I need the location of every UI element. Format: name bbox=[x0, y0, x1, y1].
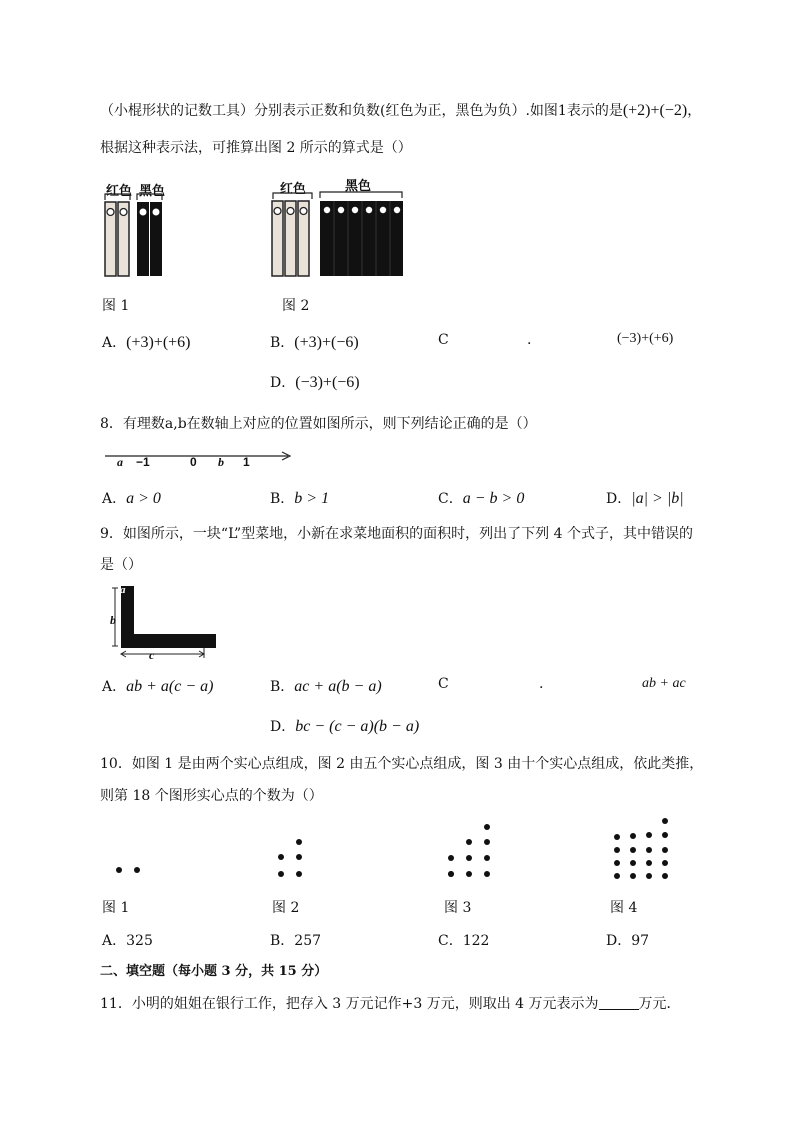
q10-caption-1: 图 1 bbox=[102, 900, 130, 916]
q10-dot-patterns bbox=[100, 815, 700, 885]
q9-option-c-dot: . bbox=[539, 676, 544, 692]
option-label: A． bbox=[102, 933, 127, 949]
option-label: C． bbox=[438, 933, 463, 949]
q9-option-a[interactable] bbox=[102, 676, 213, 696]
q8-axis-neg1: −1 bbox=[136, 455, 150, 469]
q10-caption-4: 图 4 bbox=[610, 900, 638, 916]
q9-option-c-label[interactable]: C bbox=[438, 676, 449, 692]
q7-caption2: 图 2 bbox=[282, 298, 310, 314]
option-value: a > 0 bbox=[126, 490, 161, 507]
option-value: (+3)+(+6) bbox=[126, 334, 191, 351]
option-value: 97 bbox=[631, 933, 650, 949]
option-value: ac + a(b − a) bbox=[294, 678, 382, 695]
q10-line2: 则第 18 个图形实心点的个数为（） bbox=[100, 788, 323, 804]
option-value: bc − (c − a)(b − a) bbox=[295, 718, 420, 735]
q7-line1-end: ， bbox=[687, 103, 702, 119]
option-label: B． bbox=[270, 679, 295, 695]
q10-option-b[interactable] bbox=[270, 930, 321, 950]
q10-caption-3: 图 3 bbox=[444, 900, 472, 916]
q7-line1-math: (+2)+(−2) bbox=[622, 102, 688, 119]
q8-axis-b: b bbox=[218, 455, 224, 469]
option-label: B． bbox=[270, 491, 295, 507]
option-label: B． bbox=[270, 335, 295, 351]
option-label: A． bbox=[102, 491, 127, 507]
option-value: |a| > |b| bbox=[631, 490, 684, 507]
q10-option-d[interactable] bbox=[606, 930, 649, 950]
fig2-red-label: 红色 bbox=[280, 182, 307, 197]
q9-option-d[interactable] bbox=[270, 716, 419, 736]
fig2-sticks bbox=[268, 190, 408, 280]
q9-option-b[interactable] bbox=[270, 676, 382, 696]
q7-option-c-dot: . bbox=[527, 332, 532, 348]
q7-option-c-label[interactable]: C bbox=[438, 332, 449, 348]
q10-option-c[interactable] bbox=[438, 930, 489, 950]
q9-line2: 是（） bbox=[100, 557, 142, 573]
option-value: a − b > 0 bbox=[462, 490, 525, 507]
q8-option-d[interactable] bbox=[606, 488, 684, 508]
option-label: A． bbox=[102, 335, 127, 351]
q7-line2: 根据这种表示法，可推算出图 2 所示的算式是（） bbox=[100, 140, 412, 156]
q7-option-c-value: (−3)+(+6) bbox=[617, 331, 674, 346]
q9-label-a-top: a bbox=[120, 584, 126, 596]
fig1-sticks bbox=[100, 192, 170, 280]
q8-axis-1: 1 bbox=[243, 455, 250, 469]
q9-label-a-right: a bbox=[207, 635, 213, 647]
q11-answer-blank[interactable] bbox=[599, 995, 639, 1010]
option-value: (+3)+(−6) bbox=[294, 334, 359, 351]
q9-option-c-value: ab + ac bbox=[642, 676, 686, 691]
option-value: (−3)+(−6) bbox=[295, 374, 360, 391]
option-value: 257 bbox=[294, 933, 322, 949]
q8-option-c[interactable] bbox=[438, 488, 524, 508]
q11-text-after: 万元． bbox=[638, 996, 681, 1012]
q8-option-b[interactable] bbox=[270, 488, 329, 508]
option-value: b > 1 bbox=[294, 490, 330, 507]
option-value: 325 bbox=[126, 933, 153, 949]
q10-line1: 10．如图 1 是由两个实心点组成，图 2 由五个实心点组成，图 3 由十个实心点组成，依此类推， bbox=[100, 756, 704, 772]
option-label: D． bbox=[606, 933, 632, 949]
option-label: D． bbox=[606, 491, 632, 507]
option-label: D． bbox=[270, 719, 296, 735]
q11-text-before: 11．小明的姐姐在银行工作，把存入 3 万元记作+3 万元，则取出 4 万元表示为 bbox=[100, 996, 599, 1012]
q7-option-b[interactable] bbox=[270, 332, 359, 352]
q7-line1 bbox=[100, 101, 701, 121]
section-fill-in-title: 二、填空题（每小题 3 分，共 15 分） bbox=[100, 964, 328, 979]
q8-stem: 8．有理数a,b在数轴上对应的位置如图所示，则下列结论正确的是（） bbox=[100, 416, 537, 432]
q8-option-a[interactable] bbox=[102, 488, 161, 508]
q8-axis-0: 0 bbox=[190, 455, 197, 469]
q10-option-a[interactable] bbox=[102, 930, 153, 950]
q10-caption-2: 图 2 bbox=[272, 900, 300, 916]
q11-stem bbox=[100, 994, 681, 1014]
option-label: C． bbox=[438, 491, 463, 507]
fig2-black-label: 黑色 bbox=[345, 179, 372, 194]
option-label: A． bbox=[102, 679, 127, 695]
option-label: D． bbox=[270, 375, 296, 391]
q8-number-line bbox=[100, 448, 300, 472]
option-value: 122 bbox=[462, 933, 490, 949]
q7-option-a[interactable] bbox=[102, 332, 191, 352]
q7-caption1: 图 1 bbox=[102, 298, 130, 314]
option-label: B． bbox=[270, 933, 295, 949]
q9-line1: 9．如图所示，一块“L”型菜地，小新在求菜地面积的面积时，列出了下列 4 个式子，其中错误的 bbox=[100, 526, 693, 542]
option-value: ab + a(c − a) bbox=[126, 678, 214, 695]
q7-option-d[interactable] bbox=[270, 372, 360, 392]
q7-line1-text: （小棍形状的记数工具）分别表示正数和负数(红色为正，黑色为负）.如图1表示的是 bbox=[100, 103, 623, 119]
fig1-red-label: 红色 bbox=[106, 184, 133, 199]
q9-label-c: c bbox=[149, 648, 155, 662]
fig1-black-label: 黑色 bbox=[139, 184, 166, 199]
q8-axis-a: a bbox=[117, 455, 123, 469]
q9-label-b: b bbox=[110, 613, 116, 627]
